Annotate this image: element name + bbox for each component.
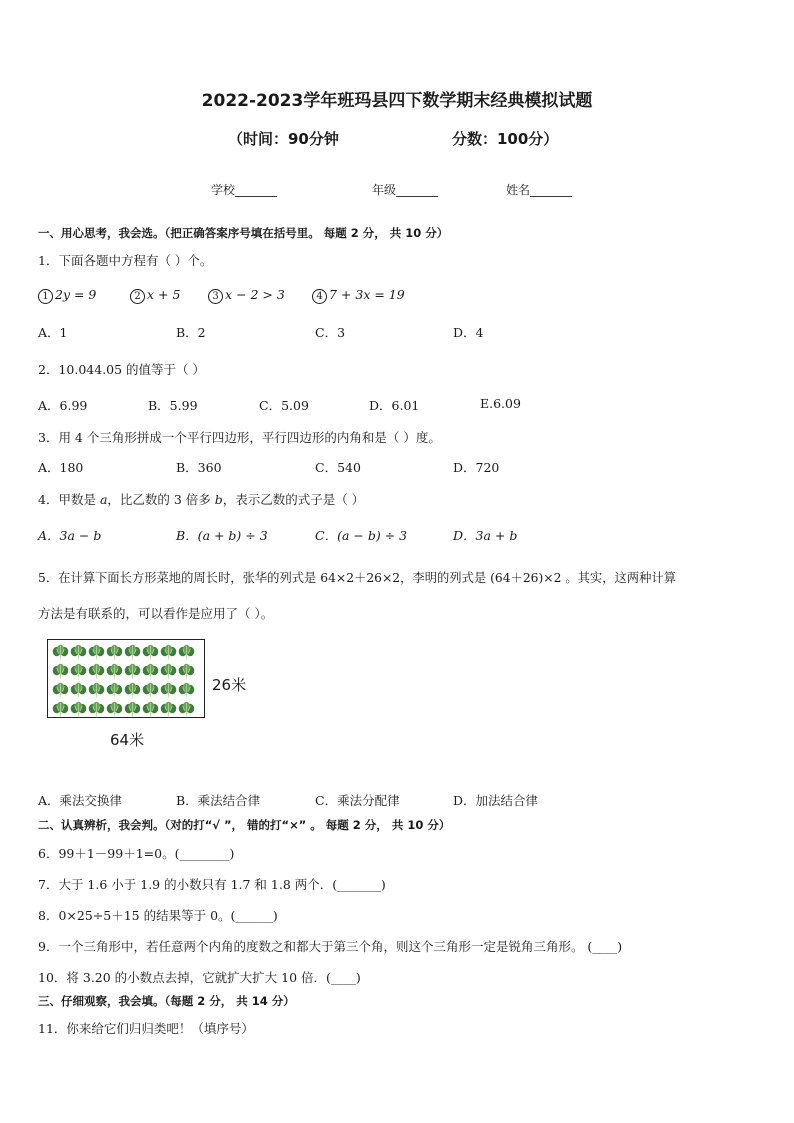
q2-option-b[interactable]: B．5.99 [148, 398, 198, 413]
vegetable-icon [124, 682, 141, 700]
q5-option-c[interactable]: C．乘法分配律 [315, 793, 400, 808]
vegetable-icon [88, 644, 105, 662]
vegetable-icon [124, 663, 141, 681]
vegetable-icon [70, 682, 87, 700]
vegetable-icon [52, 663, 69, 681]
vegetable-field-figure [47, 639, 205, 718]
q2-option-a[interactable]: A．6.99 [38, 398, 88, 413]
question-8: 8．0×25÷5＋15 的结果等于 0。(______) [38, 908, 278, 923]
question-5-line-1: 5．在计算下面长方形菜地的周长时，张华的列式是 64×2＋26×2，李明的列式是 (64＋26)×2 。其实，这两种计算 [38, 571, 676, 585]
question-6: 6．99＋1－99＋1=0。(________) [38, 846, 235, 861]
circled-number: 3 [208, 289, 223, 304]
q1-item-expr: x − 2 > 3 [225, 287, 285, 302]
q5-option-a[interactable]: A．乘法交换律 [38, 793, 123, 808]
vegetable-icon [160, 682, 177, 700]
vegetable-icon [88, 701, 105, 719]
question-2-stem: 2．10.044.05 的值等于（ ） [38, 362, 206, 377]
question-10: 10．将 3.20 的小数点去掉，它就扩大扩大 10 倍．(____) [38, 970, 361, 985]
q1-item-expr: x + 5 [147, 287, 181, 302]
section-1-heading: 一、用心思考，我会选。（把正确答案序号填在括号里。 每题 2 分， 共 10 分） [38, 226, 449, 240]
exam-time: （时间：90分钟 [228, 130, 339, 148]
vegetable-icon [142, 701, 159, 719]
vegetable-icon [160, 701, 177, 719]
q1-item-4 [312, 287, 405, 304]
q1-item-expr: 7 + 3x = 19 [329, 287, 405, 302]
q3-option-a[interactable]: A．180 [38, 460, 84, 475]
vegetable-icon [160, 663, 177, 681]
q1-item-expr: 2y = 9 [55, 287, 97, 302]
q4-option-d[interactable]: D．3a + b [453, 528, 518, 543]
vegetable-icon [70, 701, 87, 719]
q1-option-d[interactable]: D．4 [453, 325, 484, 340]
q1-option-b[interactable]: B．2 [176, 325, 206, 340]
vegetable-icon [106, 682, 123, 700]
question-5-line-2: 方法是有联系的，可以看作是应用了（ ）。 [38, 606, 274, 621]
name-field[interactable]: 姓名_______ [506, 183, 573, 197]
vegetable-icon [70, 644, 87, 662]
q2-option-c[interactable]: C．5.09 [259, 398, 309, 413]
vegetable-icon [124, 701, 141, 719]
vegetable-icon [106, 701, 123, 719]
vegetable-icon [178, 682, 195, 700]
q2-option-d[interactable]: D．6.01 [369, 398, 420, 413]
question-4-stem [38, 490, 364, 508]
circled-number: 2 [130, 289, 145, 304]
vegetable-icon [106, 663, 123, 681]
q1-item-1 [38, 287, 96, 304]
q1-option-c[interactable]: C．3 [315, 325, 346, 340]
vegetable-icon [88, 663, 105, 681]
vegetable-icon [142, 663, 159, 681]
section-2-heading: 二、认真辨析，我会判。（对的打“√ ”， 错的打“×” 。 每题 2 分， 共 10 分） [38, 818, 451, 832]
question-3-stem: 3．用 4 个三角形拼成一个平行四边形，平行四边形的内角和是（ ）度。 [38, 430, 441, 445]
exam-score: 分数：100分） [452, 130, 559, 148]
vegetable-icon [124, 644, 141, 662]
vegetable-icon [52, 644, 69, 662]
vegetable-icon [178, 663, 195, 681]
q4-option-b[interactable]: B．(a + b) ÷ 3 [176, 528, 268, 543]
q4-stem-part: 4．甲数是 [38, 492, 100, 507]
page-title: 2022-2023学年班玛县四下数学期末经典模拟试题 [201, 91, 593, 111]
q5-option-b[interactable]: B．乘法结合律 [176, 793, 261, 808]
q3-option-d[interactable]: D．720 [453, 460, 500, 475]
question-1-stem: 1．下面各题中方程有（ ）个。 [38, 253, 213, 268]
section-3-heading: 三、仔细观察，我会填。（每题 2 分， 共 14 分） [38, 994, 295, 1008]
q1-item-2 [130, 287, 180, 304]
q2-option-e[interactable]: E.6.09 [480, 396, 521, 411]
question-9: 9．一个三角形中，若任意两个内角的度数之和都大于第三个角，则这个三角形一定是锐角三角形。 (____) [38, 939, 623, 954]
q4-option-c[interactable]: C．(a − b) ÷ 3 [315, 528, 408, 543]
question-11: 11．你来给它们归归类吧！（填序号） [38, 1021, 254, 1036]
q4-var-a: a [99, 492, 108, 507]
grade-field[interactable]: 年级_______ [372, 183, 439, 197]
figure-width-label: 64米 [110, 731, 145, 749]
vegetable-icon [106, 644, 123, 662]
vegetable-icon [178, 701, 195, 719]
q3-option-c[interactable]: C．540 [315, 460, 361, 475]
vegetable-icon [142, 644, 159, 662]
q4-stem-part: ，比乙数的 3 倍多 [107, 492, 215, 507]
q5-option-d[interactable]: D．加法结合律 [453, 793, 539, 808]
q4-option-a[interactable]: A．3a − b [38, 528, 102, 543]
q3-option-b[interactable]: B．360 [176, 460, 222, 475]
question-7: 7．大于 1.6 小于 1.9 的小数只有 1.7 和 1.8 两个．(_______) [38, 877, 386, 892]
vegetable-grid [52, 644, 196, 720]
q4-var-b: b [214, 492, 223, 507]
vegetable-icon [178, 644, 195, 662]
q1-item-3 [208, 287, 285, 304]
vegetable-icon [70, 663, 87, 681]
circled-number: 4 [312, 289, 327, 304]
vegetable-icon [160, 644, 177, 662]
vegetable-icon [142, 682, 159, 700]
circled-number: 1 [38, 289, 53, 304]
vegetable-icon [52, 701, 69, 719]
figure-height-label: 26米 [212, 676, 247, 694]
school-field[interactable]: 学校_______ [211, 183, 278, 197]
vegetable-icon [88, 682, 105, 700]
vegetable-icon [52, 682, 69, 700]
q4-stem-part: ，表示乙数的式子是（ ） [222, 492, 365, 507]
q1-option-a[interactable]: A．1 [38, 325, 68, 340]
